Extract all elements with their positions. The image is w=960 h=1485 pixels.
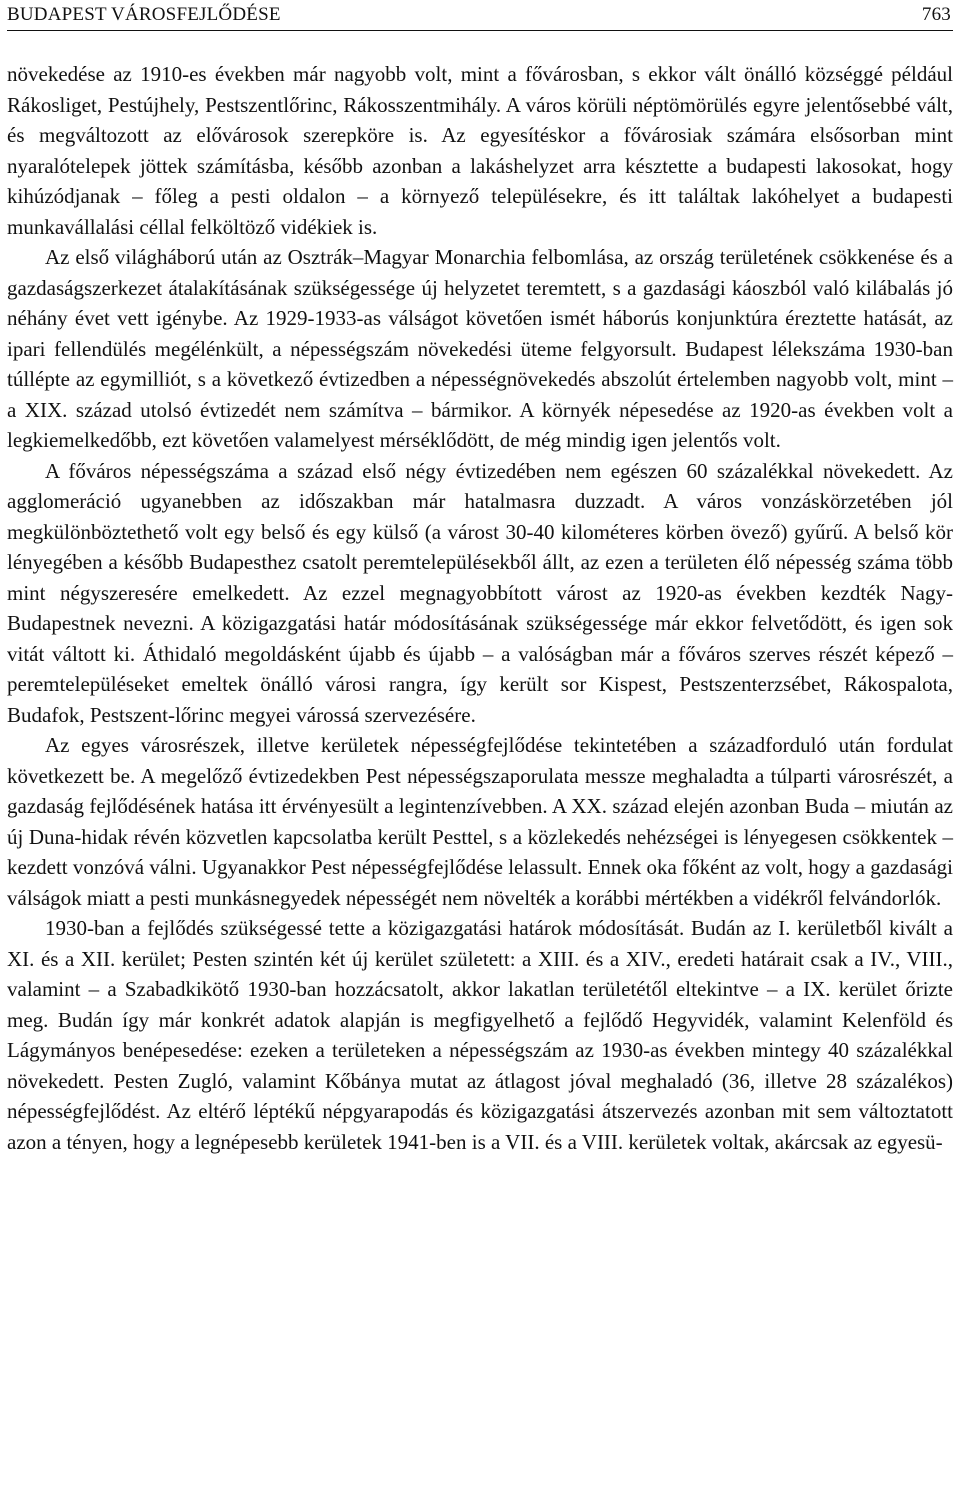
- page-number: 763: [921, 4, 951, 25]
- paragraph-4: Az egyes városrészek, illetve kerületek népességfejlődése tekintetében a századforduló után fordulat következett be. A megelőző évtizedekben Pest népességszaporulata messze meghaladta a túlparti városrészét, a gazdaság fejlődésének hatása itt érvényesült a legintenzívebben. A XX. század elején azonban Buda – miután az új Duna-hidak révén közvetlen kapcsolatba került Pesttel, s a közlekedés nehézségei is lényegesen csökkentek – kezdett vonzóvá válni. Ugyanakkor Pest népességfejlődése lelassult. Ennek oka főként az volt, hogy a gazdasági válságok miatt a pesti munkásnegyedek népességét nem növelték a korábbi mértékben a vidékről felvándorlók.: [7, 733, 953, 910]
- body-text: [7, 59, 953, 1157]
- paragraph-5: 1930-ban a fejlődés szükségessé tette a közigazgatási határok módosítását. Budán az I. kerületből kivált a XI. és a XII. kerület; Pesten szintén két új kerület született: a XIII. és a XIV., eredeti határait csak a IV., VIII., valamint – a Szabadkikötő 1930-ban hozzácsatolt, akkor lakatlan területétől eltekintve – a IX. kerület őrizte meg. Budán így már konkrét adatok alapján is megfigyelhető a fejlődő Hegyvidék, valamint Kelenföld és Lágymányos benépesedése: ezeken a területeken a népességszám az 1930-as években mintegy 40 százalékkal növekedett. Pesten Zugló, valamint Kőbánya mutat az átlagost jóval meghaladó (36, illetve 28 százalékos) népességfejlődést. Az eltérő léptékű népgyarapodás és közigazgatási átszervezés azonban mit sem változtatott azon a tényen, hogy a legnépesebb kerületek 1941-ben is a VII. és a VIII. kerületek voltak, akárcsak az egyesü-: [7, 916, 953, 1154]
- running-title: BUDAPEST VÁROSFEJLŐDÉSE: [7, 4, 281, 25]
- document-page: [7, 0, 953, 1157]
- running-header: [7, 0, 953, 31]
- paragraph-3: A főváros népességszáma a század első négy évtizedében nem egészen 60 százalékkal növekedett. Az agglomeráció ugyanebben az időszakban már hatalmasra duzzadt. A város vonzáskörzetében jól megkülönböztethető volt egy belső és egy külső (a várost 30-40 kilométeres körben övező) gyűrű. A belső kör lényegében a később Budapesthez csatolt peremtelepülésekből állt, az ezen a területen élő népesség száma több mint négyszeresére emelkedett. Az ezzel megnagyobbított várost az 1920-as években kezdték Nagy-Budapestnek nevezni. A közigazgatási határ módosításának szükségessége már ekkor felvetődött, és igen sok vitát váltott ki. Áthidaló megoldásként újabb és újabb – a valóságban már a főváros szerves részét képező – peremtelepüléseket emeltek önálló városi rangra, így került sor Kispest, Pestszenterzsébet, Rákospalota, Budafok, Pestszent-lőrinc megyei várossá szervezésére.: [7, 458, 953, 727]
- paragraph-2: Az első világháború után az Osztrák–Magyar Monarchia felbomlása, az ország területének csökkenése és a gazdaságszerkezet átalakításának szükségessége új helyzetet teremtett, s a gazdasági káoszból való kilábalás jó néhány évet vett igénybe. Az 1929-1933-as válságot követően ismét háborús konjunktúra éreztette hatását, az ipari fellendülés megélénkült, a népességszám növekedési üteme felgyorsult. Budapest lélekszáma 1930-ban túllépte az egymilliót, s a következő évtizedben a népességnövekedés abszolút értelemben nagyobb volt, mint – a XIX. század utolsó évtizedét nem számítva – bármikor. A környék népesedése az 1920-as években volt a legkiemelkedőbb, ezt követően valamelyest mérséklődött, de még mindig igen jelentős volt.: [7, 245, 953, 452]
- paragraph-1: növekedése az 1910-es években már nagyobb volt, mint a fővárosban, s ekkor vált önálló községgé például Rákosliget, Pestújhely, Pestszentlőrinc, Rákosszentmihály. A város körüli néptömörülés egyre jelentősebbé vált, és megváltozott az elővárosok szerepköre is. Az egyesítéskor a fővárosiak számára elsősorban mint nyaralótelepek jöttek számításba, később azonban a lakáshelyzet arra késztette a budapesti lakosokat, hogy kihúzódjanak – főleg a pesti oldalon – a környező településekre, és itt találtak lakóhelyet a budapesti munkavállalási céllal felköltöző vidékiek is.: [7, 62, 953, 239]
